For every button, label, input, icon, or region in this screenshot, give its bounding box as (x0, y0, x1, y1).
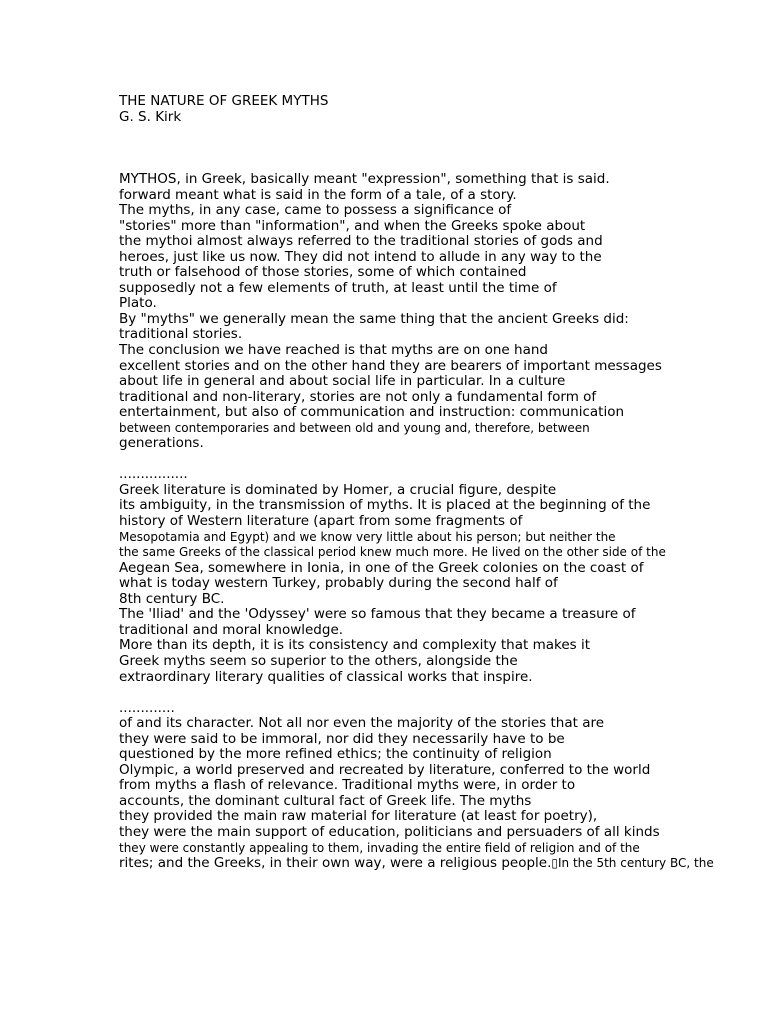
text-line: Greek literature is dominated by Homer, a crucial figure, despite (119, 481, 557, 498)
text-line: its ambiguity, in the transmission of myths. It is placed at the beginning of the (119, 497, 651, 514)
text-line: Olympic, a world preserved and recreated by literature, conferred to the world (119, 761, 651, 778)
document-author: G. S. Kirk (119, 108, 182, 125)
text-line: The 'Iliad' and the 'Odyssey' were so famous that they became a treasure of (119, 606, 636, 623)
text-line: forward meant what is said in the form of a tale, of a story. (119, 186, 517, 203)
text-line: about life in general and about social life in particular. In a culture (119, 373, 566, 390)
paragraph-gap (119, 452, 729, 468)
text-line: Greek myths seem so superior to the others, alongside the (119, 652, 518, 669)
text-line-last (119, 856, 729, 872)
text-line: questioned by the more refined ethics; the continuity of religion (119, 746, 552, 763)
text-line: Mesopotamia and Egypt) and we know very little about his person; but neither the (119, 529, 616, 544)
text-line: generations. (119, 435, 204, 452)
text-line: Aegean Sea, somewhere in Ionia, in one of the Greek colonies on the coast of (119, 559, 644, 576)
text-line: The conclusion we have reached is that myths are on one hand (119, 342, 548, 359)
text-line: entertainment, but also of communication and instruction: communication (119, 404, 625, 421)
text-line: ............. (119, 699, 175, 716)
text-line: they provided the main raw material for literature (at least for poetry), (119, 808, 598, 825)
text-line: they were said to be immoral, nor did they necessarily have to be (119, 730, 565, 747)
text-line: of and its character. Not all nor even the majority of the stories that are (119, 715, 605, 732)
text-line: traditional and non-literary, stories are not only a fundamental form of (119, 388, 597, 405)
text-line: supposedly not a few elements of truth, at least until the time of (119, 279, 557, 296)
text-line: they were constantly appealing to them, invading the entire field of religion and of the (119, 840, 640, 855)
text-line-tail: In the 5th century BC, the (558, 856, 714, 871)
text-line-main: rites; and the Greeks, in their own way, were a religious people. (119, 855, 552, 872)
text-line: what is today western Turkey, probably during the second half of (119, 575, 558, 592)
text-line: By "myths" we generally mean the same thing that the ancient Greeks did: (119, 310, 629, 327)
document-body (119, 172, 729, 872)
text-line: the mythoi almost always referred to the traditional stories of gods and (119, 233, 603, 250)
text-line: ................ (119, 466, 188, 483)
text-line: truth or falsehood of those stories, some of which contained (119, 264, 527, 281)
text-line: The myths, in any case, came to possess a significance of (119, 202, 512, 219)
text-line: heroes, just like us now. They did not intend to allude in any way to the (119, 248, 602, 265)
text-line: "stories" more than "information", and when the Greeks spoke about (119, 217, 586, 234)
text-line: extraordinary literary qualities of classical works that inspire. (119, 668, 533, 685)
text-line: they were the main support of education, politicians and persuaders of all kinds (119, 823, 660, 840)
text-line: excellent stories and on the other hand they are bearers of important messages (119, 357, 662, 374)
text-line: More than its depth, it is its consistency and complexity that makes it (119, 637, 591, 654)
text-line: history of Western literature (apart from some fragments of (119, 513, 523, 530)
text-line: 8th century BC. (119, 590, 225, 607)
paragraph-gap (119, 685, 729, 701)
text-line: traditional stories. (119, 326, 243, 343)
text-line: the same Greeks of the classical period knew much more. He lived on the other side of the (119, 545, 666, 560)
text-line: Plato. (119, 295, 157, 312)
missing-glyph-box: ▯ (551, 856, 558, 871)
text-line: traditional and moral knowledge. (119, 621, 344, 638)
text-line: MYTHOS, in Greek, basically meant "expression", something that is said. (119, 171, 610, 187)
text-line: from myths a flash of relevance. Traditional myths were, in order to (119, 777, 576, 794)
text-line: accounts, the dominant cultural fact of Greek life. The myths (119, 792, 532, 809)
document-header (119, 94, 719, 125)
text-line: between contemporaries and between old and young and, therefore, between (119, 420, 590, 435)
document-title: THE NATURE OF GREEK MYTHS (119, 93, 329, 109)
